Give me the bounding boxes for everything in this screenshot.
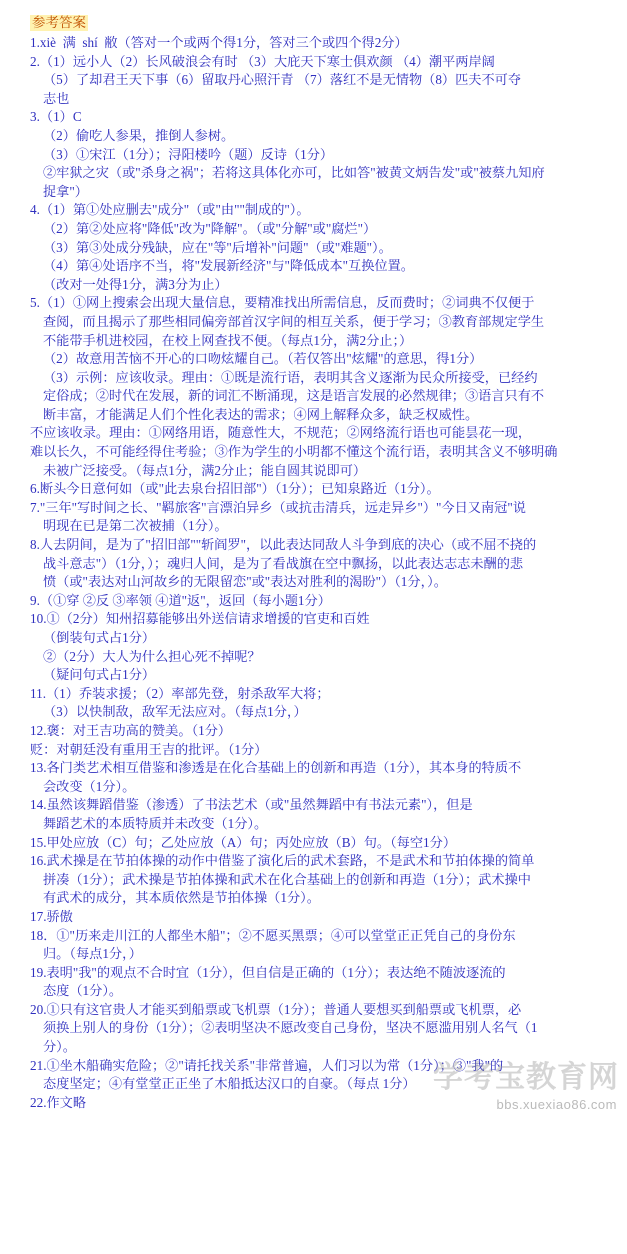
answer-line: （2）偷吃人参果，推倒人参树。 [43, 127, 235, 143]
answer-line: 查阅，而且揭示了那些相同偏旁部首汉字间的相互关系，便于学习；③教育部规定学生 [43, 313, 545, 329]
answer-line: （3）示例：应该收录。理由：①既是流行语，表明其含义逐渐为民众所接受，已经约 [43, 369, 538, 385]
answer-line: 5.（1）①网上搜索会出现大量信息，要精准找出所需信息，反而费时；②词典不仅便于 [30, 295, 535, 311]
answer-line: 14.虽然该舞蹈借鉴（渗透）了书法艺术（或"虽然舞蹈中有书法元素"），但是 [30, 797, 473, 813]
answer-line: 9.（①穿 ②反 ③率领 ④道"返"，返回（每小题1分） [30, 592, 331, 608]
answer-line: （3）①宋江（1分）；浔阳楼吟（题）反诗（1分） [43, 146, 334, 162]
answer-line: 归。（每点1分，） [43, 946, 142, 962]
answer-line: （4）第④处语序不当，将"发展新经济"与"降低成本"互换位置。 [43, 258, 414, 274]
answer-line: 愤（或"表达对山河故乡的无限留恋"或"表达对胜利的渴盼"）（1分，）。 [43, 574, 447, 590]
answer-line: 定俗成；②时代在发展，新的词汇不断涌现，这是语言发展的必然规律；③语言只有不 [43, 388, 545, 404]
answer-line: 4.（1）第①处应删去"成分"（或"由""制成的"）。 [30, 202, 310, 218]
answer-line: 22.作文略 [30, 1094, 87, 1110]
answer-line: 17.骄傲 [30, 908, 73, 924]
answer-line: 捉拿"） [43, 183, 88, 199]
answer-line: 明现在已是第二次被捕（1分）。 [43, 518, 228, 534]
answer-line: 态度（1分）。 [43, 983, 123, 999]
answer-line: 断丰富，才能满足人们个性化表达的需求；④网上解释众多，缺乏权威性。 [43, 406, 479, 422]
page-title: 参考答案 [32, 15, 86, 30]
watermark-text: 学考宝教育网 [433, 1061, 619, 1095]
answer-line: ②牢狱之灾（或"杀身之祸"；若将这具体化亦可，比如答"被黄文炳告发"或"被蔡九知府 [43, 165, 545, 181]
answer-line: 21.①坐木船确实危险；②"请托找关系"非常普遍，人们习以为常（1分）；③"我"的 [30, 1057, 504, 1073]
answer-line: 未被广泛接受。（每点1分，满2分止；能自圆其说即可） [43, 462, 367, 478]
answer-line: 19.表明"我"的观点不合时宜（1分），但自信是正确的（1分）；表达绝不随波逐流的 [30, 964, 506, 980]
answer-line: 16.武术操是在节拍体操的动作中借鉴了演化后的武术套路，不是武术和节拍体操的简单 [30, 853, 535, 869]
answer-line: 18．①"历来走川江的人都坐木船"；②不愿买黑票；④可以堂堂正正凭自己的身份东 [30, 927, 516, 943]
answer-line: 不应该收录。理由：①网络用语，随意性大，不规范；②网络流行语也可能昙花一现， [30, 425, 532, 441]
answer-line: 分）。 [43, 1039, 76, 1055]
watermark-url: bbs.xuexiao86.com [496, 1097, 617, 1113]
answer-line: 8.人去阴间，是为了"招旧部""斩阎罗"，以此表达同敌人斗争到底的决心（或不屈不挠的 [30, 537, 537, 553]
answer-line: 13.各门类艺术相互借鉴和渗透是在化合基础上的创新和再造（1分），其本身的特质不 [30, 760, 522, 776]
answer-line: （5）了却君王天下事（6）留取丹心照汗青 （7）落红不是无情物（8）匹夫不可夺 [43, 72, 522, 88]
answer-line: （3）以快制敌，敌军无法应对。（每点1分，） [43, 704, 307, 720]
answer-line: 战斗意志"）（1分，）；魂归人间，是为了看战旗在空中飘扬，以此表达志志未酬的悲 [43, 555, 524, 571]
answer-line: ②（2分）大人为什么担心死不掉呢？ [43, 648, 261, 664]
answer-lines [30, 34, 615, 1112]
answer-line: 1.xiè 满 shí 敝（答对一个或两个得1分，答对三个或四个得2分） [30, 35, 408, 50]
answer-line: （2）第②处应将"降低"改为"降解"。（或"分解"或"腐烂"） [43, 220, 377, 236]
answer-line: 难以长久，不可能经得住考验；③作为学生的小明都不懂这个流行语，表明其含义不够明确 [30, 444, 558, 460]
answer-line: 12.褒：对王吉功高的赞美。（1分） [30, 722, 232, 738]
answer-line: 贬：对朝廷没有重用王吉的批评。（1分） [30, 741, 268, 757]
answer-line: 20.①只有这官贵人才能买到船票或飞机票（1分）；普通人要想买到船票或飞机票，必 [30, 1001, 522, 1017]
answer-line: 2.（1）远小人（2）长风破浪会有时 （3）大庇天下寒士俱欢颜 （4）潮平两岸阔 [30, 53, 495, 69]
answer-line: 态度坚定；④有堂堂正正坐了木船抵达汉口的自豪。（每点 1分） [43, 1076, 416, 1092]
answer-line: 3.（1）C [30, 109, 82, 125]
answer-line: 6.断头今日意何如（或"此去泉台招旧部"）（1分）；已知泉路近（1分）。 [30, 481, 440, 497]
answer-line: （倒装句式占1分） [43, 630, 156, 645]
answer-line: 7."三年"写时间之长、"羁旅客"言漂泊异乡（或抗击清兵，远走异乡"）"今日又南冠"说 [30, 499, 526, 515]
answer-line: 舞蹈艺术的本质特质并未改变（1分）。 [43, 815, 268, 831]
answer-line: 11.（1）乔装求援；（2）率部先登，射杀敌军大将； [30, 685, 330, 701]
answer-line: 有武术的成分，其本质依然是节拍体操（1分）。 [43, 890, 320, 906]
answer-line: 会改变（1分）。 [43, 778, 136, 794]
answer-line: 不能带手机进校园，在校上网查找不便。（每点1分，满2分止；） [43, 332, 413, 348]
answer-line: （3）第③处成分残缺，应在"等"后增补"问题"（或"难题"）。 [43, 239, 392, 255]
answer-line: （疑问句式占1分） [43, 667, 156, 683]
answer-line: 志也 [43, 90, 70, 106]
answer-line: 15.甲处应放（C）句；乙处应放（A）句；丙处应放（B）句。（每空1分） [30, 834, 457, 850]
answer-line: （改对一处得1分，满3分为止） [43, 276, 228, 292]
answer-line: 拼凑（1分）；武术操是节拍体操和武术在化合基础上的创新和再造（1分）；武术操中 [43, 871, 531, 887]
answer-line: 10.①（2分）知州招募能够出外送信请求增援的官吏和百姓 [30, 611, 370, 627]
answer-line: 须换上别人的身份（1分）；②表明坚决不愿改变自己身份，坚决不愿滥用别人名气（1 [43, 1020, 538, 1036]
answer-line: （2）故意用苦恼不开心的口吻炫耀自己。（若仅答出"炫耀"的意思，得1分） [43, 351, 483, 367]
